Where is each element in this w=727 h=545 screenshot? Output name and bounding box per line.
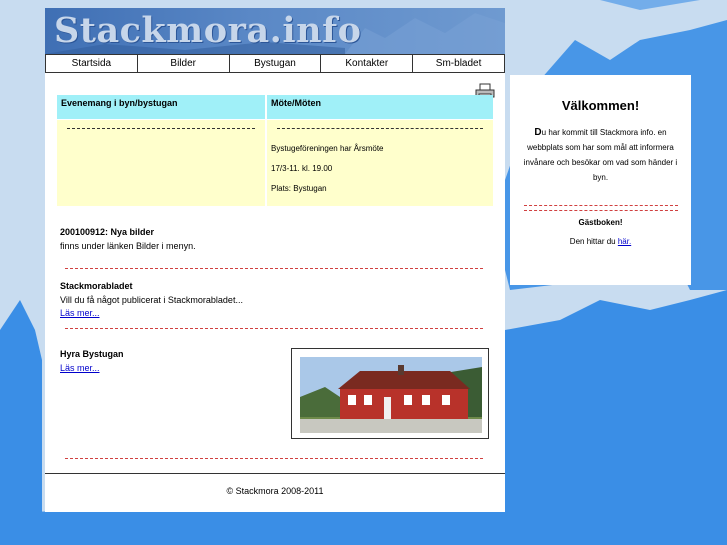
- news-text: Vill du få något publicerat i Stackmorabladet...: [60, 295, 243, 305]
- nav-kontakter[interactable]: Kontakter: [321, 55, 413, 72]
- divider: [67, 128, 255, 129]
- news-text: finns under länken Bilder i menyn.: [60, 241, 196, 251]
- welcome-text: [518, 125, 683, 185]
- drop-cap: D: [534, 127, 542, 138]
- separator: [65, 328, 483, 329]
- welcome-title: Välkommen!: [561, 98, 640, 113]
- guestbook-link[interactable]: här.: [617, 237, 632, 246]
- news-title: 200100912: Nya bilder: [60, 227, 155, 237]
- event-place: Plats: Bystugan: [271, 184, 327, 193]
- welcome-sidebar: [510, 75, 691, 285]
- main-page: [45, 8, 505, 512]
- red-house-photo[interactable]: [300, 357, 482, 433]
- read-more-link[interactable]: Läs mer...: [60, 363, 100, 373]
- separator: [524, 210, 678, 211]
- nav-bilder[interactable]: Bilder: [138, 55, 230, 72]
- guestbook-line: [510, 237, 691, 246]
- separator: [65, 458, 483, 459]
- welcome-body: u har kommit till Stackmora info. en webbplats som har som mål att informera invånare och besökar om vad som händer i byn.: [523, 128, 678, 182]
- guestbook-heading: Gästboken!: [578, 218, 623, 227]
- guestbook-text: Den hittar du: [569, 237, 616, 246]
- events-right-body: [267, 120, 493, 206]
- divider: [277, 128, 483, 129]
- separator: [524, 205, 678, 206]
- nav-sm-bladet[interactable]: Sm-bladet: [435, 58, 482, 69]
- separator: [65, 268, 483, 269]
- event-line: Bystugeföreningen har Årsmöte: [271, 144, 384, 153]
- site-banner: [45, 8, 505, 54]
- events-right-header: [267, 95, 493, 119]
- nav-startsida[interactable]: Startsida: [46, 55, 138, 72]
- bystugan-photo-frame: [291, 348, 489, 439]
- events-left-title: Evenemang i byn/bystugan: [61, 98, 178, 108]
- news-title: Stackmorabladet: [60, 281, 133, 291]
- footer-divider: [45, 473, 505, 474]
- events-left-body: [57, 120, 265, 206]
- main-nav: [45, 54, 505, 73]
- footer-copyright: © Stackmora 2008-2011: [226, 486, 324, 496]
- news-title: Hyra Bystugan: [60, 349, 124, 359]
- nav-bystugan[interactable]: Bystugan: [230, 55, 322, 72]
- read-more-link[interactable]: Läs mer...: [60, 308, 100, 318]
- site-title[interactable]: Stackmora.info: [54, 10, 362, 51]
- event-date: 17/3-11. kl. 19.00: [271, 164, 333, 173]
- events-right-title: Möte/Möten: [271, 98, 321, 108]
- events-left-header: [57, 95, 265, 119]
